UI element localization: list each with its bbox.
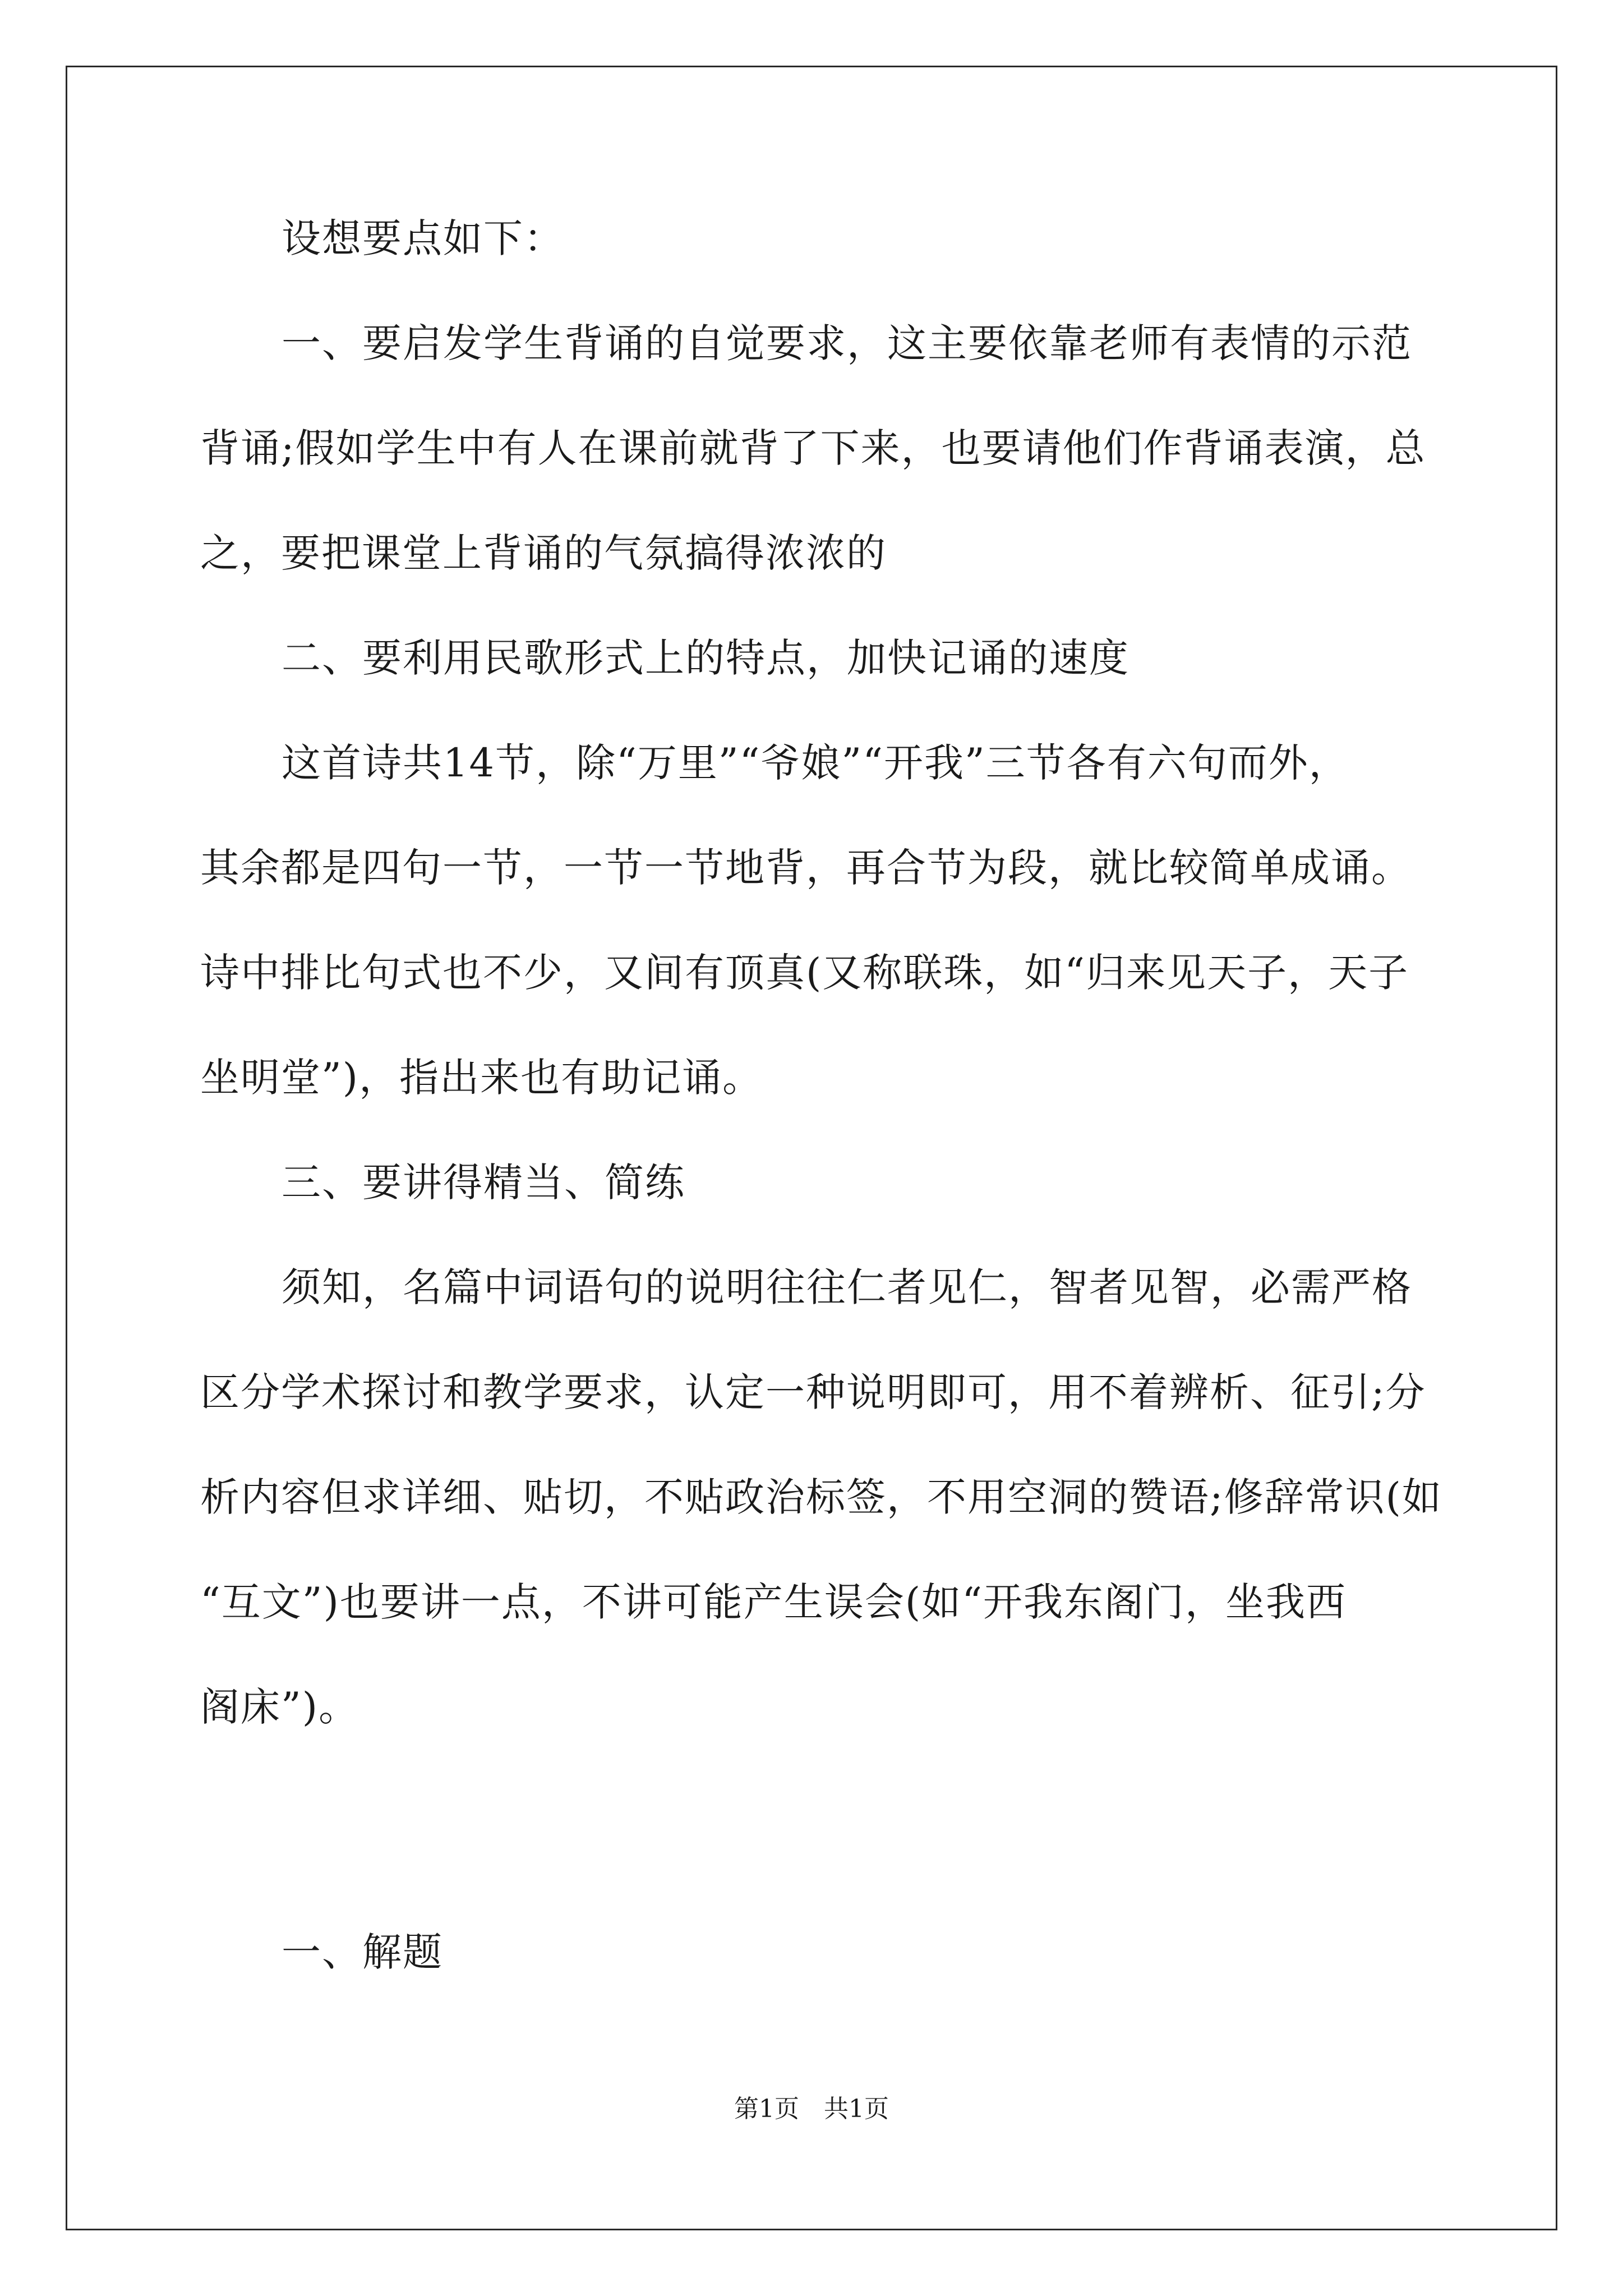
paragraph-poem-line-4: 坐明堂”)，指出来也有助记诵。 (200, 1055, 763, 1101)
page-number-footer: 第1页 共1页 (734, 2095, 889, 2123)
page-border (66, 66, 1557, 2230)
paragraph-point-1-line-3: 之，要把课堂上背诵的气氛搞得浓浓的 (200, 530, 887, 576)
section-heading-jieti: 一、解题 (282, 1929, 443, 1975)
paragraph-notes-line-4: “互文”)也要讲一点，不讲可能产生误会(如“开我东阁门，坐我西 (200, 1579, 1347, 1625)
paragraph-notes-line-2: 区分学术探讨和教学要求，认定一种说明即可，用不着辨析、征引;分 (200, 1369, 1426, 1415)
paragraph-poem-line-3: 诗中排比句式也不少，又间有顶真(又称联珠，如“归来见天子，天子 (200, 950, 1409, 996)
paragraph-poem-line-2: 其余都是四句一节，一节一节地背，再合节为段，就比较简单成诵。 (200, 845, 1412, 891)
paragraph-poem-line-1: 这首诗共14节，除“万里”“爷娘”“开我”三节各有六句而外， (282, 740, 1349, 786)
paragraph-point-2: 二、要利用民歌形式上的特点，加快记诵的速度 (282, 635, 1129, 681)
paragraph-point-1-line-1: 一、要启发学生背诵的自觉要求，这主要依靠老师有表情的示范 (282, 320, 1412, 366)
paragraph-notes-line-5: 阁床”)。 (200, 1684, 359, 1730)
paragraph-point-3: 三、要讲得精当、简练 (282, 1159, 685, 1205)
paragraph-notes-line-3: 析内容但求详细、贴切，不贴政治标签，不用空洞的赞语;修辞常识(如 (200, 1474, 1442, 1520)
paragraph-notes-line-1: 须知，名篇中词语句的说明往往仁者见仁，智者见智，必需严格 (282, 1264, 1412, 1310)
paragraph-point-1-line-2: 背诵;假如学生中有人在课前就背了下来，也要请他们作背诵表演，总 (200, 425, 1426, 471)
paragraph-intro: 设想要点如下： (282, 215, 564, 261)
